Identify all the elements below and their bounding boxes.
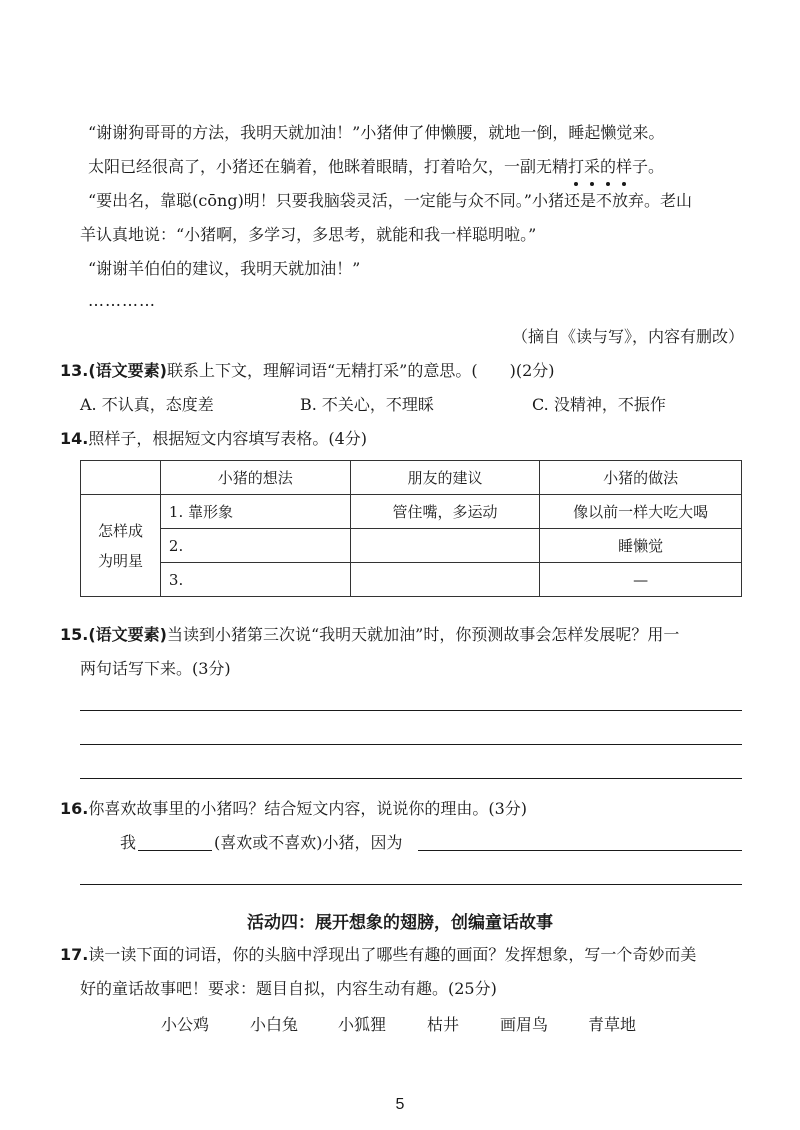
passage-source: （摘自《读与写》，内容有删改） — [511, 327, 744, 346]
question-text: 当读到小猪第三次说“我明天就加油”时，你预测故事会怎样发展呢？用一 — [166, 625, 680, 644]
table-cell: 2. — [160, 529, 350, 563]
passage-ellipsis: ………… — [88, 291, 156, 310]
question-14 — [60, 428, 367, 450]
row-label-line-2: 为明星 — [97, 551, 143, 570]
question-number: 17. — [60, 945, 89, 964]
q16-fill-middle: (喜欢或不喜欢)小猪，因为 — [214, 833, 403, 852]
word-item: 小狐狸 — [338, 1015, 387, 1034]
emphasis-dot — [574, 182, 578, 186]
table-cell: 1. 靠形象 — [160, 495, 350, 529]
q13-option-b: B. 不关心，不理睬 — [300, 395, 434, 414]
question-15-line-2: 两句话写下来。(3分) — [80, 659, 231, 678]
question-text: 照样子，根据短文内容填写表格。(4分) — [88, 429, 368, 448]
question-text: 你喜欢故事里的小猪吗？结合短文内容，说说你的理由。(3分) — [88, 799, 528, 818]
question-text: 联系上下文，理解词语“无精打采”的意思。( )(2分) — [166, 361, 555, 380]
question-number: 16. — [60, 799, 89, 818]
table-header: 小猪的想法 — [160, 461, 350, 495]
word-item: 青草地 — [588, 1015, 637, 1034]
emphasis-dot — [622, 182, 626, 186]
table-header: 小猪的做法 — [540, 461, 742, 495]
word-item: 小白兔 — [250, 1015, 299, 1034]
passage-paragraph-4: “谢谢羊伯伯的建议，我明天就加油！” — [88, 259, 361, 278]
word-item: 枯井 — [427, 1015, 460, 1034]
passage-paragraph-2: 太阳已经很高了，小猪还在躺着，他眯着眼睛，打着哈欠，一副无精打采的样子。 — [88, 157, 665, 176]
question-number: 15. — [60, 625, 89, 644]
question-17 — [60, 944, 696, 966]
answer-line[interactable] — [80, 884, 742, 885]
emphasis-dot — [590, 182, 594, 186]
table-cell-blank[interactable] — [350, 563, 540, 597]
table-cell: — — [540, 563, 742, 597]
answer-line[interactable] — [418, 850, 742, 851]
q16-fill-prefix: 我 — [120, 833, 137, 852]
question-15 — [60, 624, 679, 646]
section-heading: 活动四：展开想象的翅膀，创编童话故事 — [247, 913, 553, 933]
passage-paragraph-3-line-1: “要出名，靠聪(cōng)明！只要我脑袋灵活，一定能与众不同。”小猪还是不放弃。老山 — [88, 191, 692, 210]
table-cell-blank[interactable] — [350, 529, 540, 563]
q13-option-c: C. 没精神，不振作 — [532, 395, 666, 414]
answer-line[interactable] — [80, 710, 742, 711]
row-label-line-1: 怎样成 — [97, 521, 143, 540]
question-tag: (语文要素) — [88, 625, 167, 644]
table-header: 朋友的建议 — [350, 461, 540, 495]
table-cell: 管住嘴，多运动 — [350, 495, 540, 529]
question-number: 13. — [60, 361, 89, 380]
question-16 — [60, 798, 527, 820]
answer-line[interactable] — [80, 778, 742, 779]
word-item: 小公鸡 — [161, 1015, 210, 1034]
question-13 — [60, 360, 555, 382]
table-cell: 睡懒觉 — [540, 529, 742, 563]
table-corner-cell — [81, 461, 161, 495]
passage-paragraph-3-line-2: 羊认真地说：“小猪啊，多学习，多思考，就能和我一样聪明啦。” — [80, 225, 537, 244]
fill-blank-line[interactable] — [138, 850, 212, 851]
question-text: 读一读下面的词语，你的头脑中浮现出了哪些有趣的画面？发挥想象，写一个奇妙而美 — [88, 945, 697, 964]
answer-line[interactable] — [80, 744, 742, 745]
emphasis-dot — [606, 182, 610, 186]
question-tag: (语文要素) — [88, 361, 167, 380]
q13-option-a: A. 不认真，态度差 — [80, 395, 214, 414]
question-number: 14. — [60, 429, 89, 448]
page-number: 5 — [395, 1096, 405, 1113]
word-item: 画眉鸟 — [500, 1015, 549, 1034]
passage-paragraph-1: “谢谢狗哥哥的方法，我明天就加油！”小猪伸了伸懒腰，就地一倒，睡起懒觉来。 — [88, 123, 665, 142]
answer-table — [80, 460, 742, 597]
table-cell: 3. — [160, 563, 350, 597]
table-row-label — [81, 495, 161, 597]
table-cell: 像以前一样大吃大喝 — [540, 495, 742, 529]
question-17-line-2: 好的童话故事吧！要求：题目自拟，内容生动有趣。(25分) — [80, 979, 497, 998]
